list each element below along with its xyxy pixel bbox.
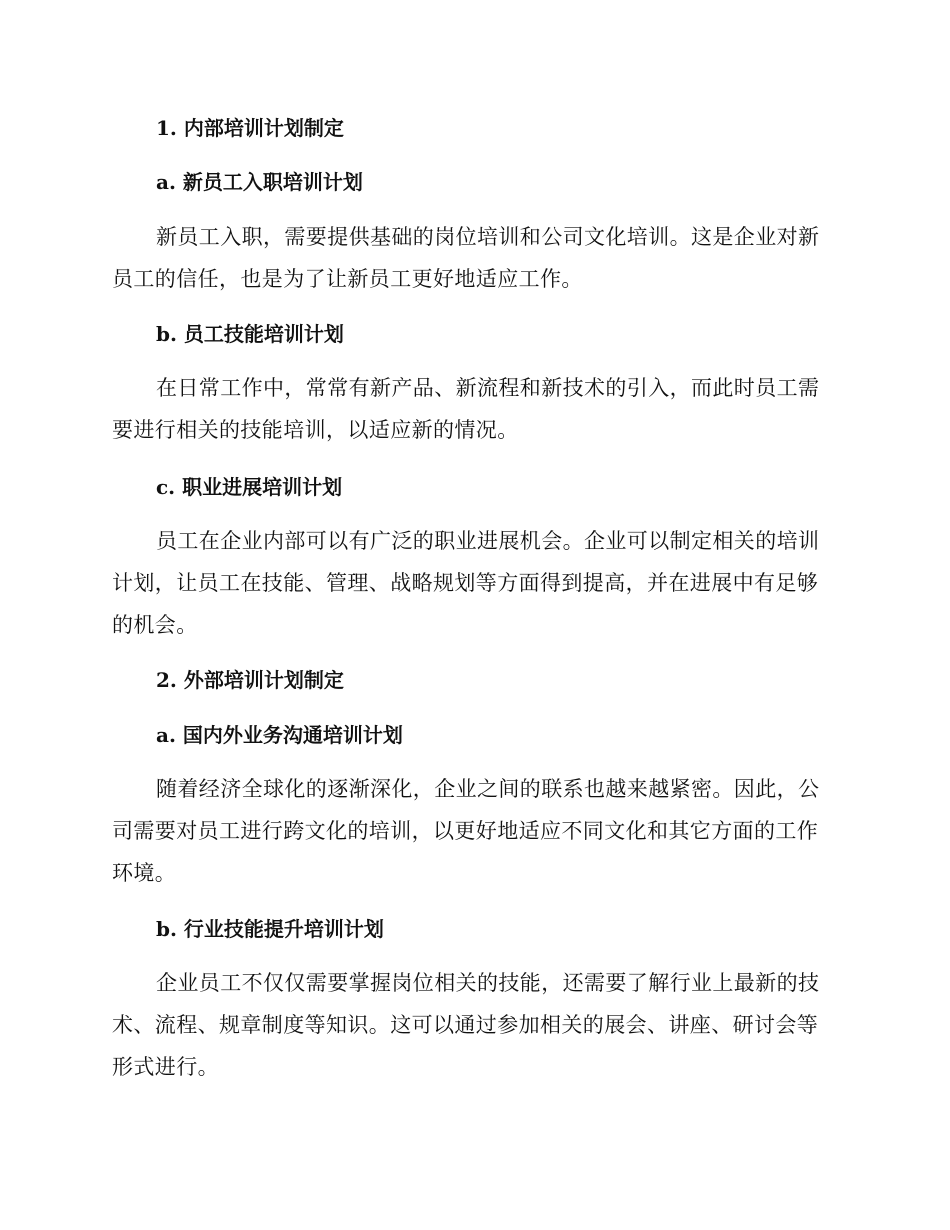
subsection-heading-employee-skills: b. 员工技能培训计划 xyxy=(156,322,344,346)
section-heading-internal-training: 1. 内部培训计划制定 xyxy=(156,116,344,140)
paragraph-business-communication: 随着经济全球化的逐渐深化，企业之间的联系也越来越紧密。因此，公司需要对员工进行跨文化的培训，以更好地适应不同文化和其它方面的工作环境。 xyxy=(112,777,820,885)
subsection-heading-industry-skills: b. 行业技能提升培训计划 xyxy=(156,917,384,941)
subsection-heading-career-development: c. 职业进展培训计划 xyxy=(156,475,343,499)
paragraph-industry-skills: 企业员工不仅仅需要掌握岗位相关的技能，还需要了解行业上最新的技术、流程、规章制度等知识。这可以通过参加相关的展会、讲座、研讨会等形式进行。 xyxy=(112,971,820,1079)
paragraph-employee-skills: 在日常工作中，常常有新产品、新流程和新技术的引入，而此时员工需要进行相关的技能培训，以适应新的情况。 xyxy=(112,376,820,442)
section-heading-external-training: 2. 外部培训计划制定 xyxy=(156,668,344,692)
paragraph-career-development: 员工在企业内部可以有广泛的职业进展机会。企业可以制定相关的培训计划，让员工在技能、管理、战略规划等方面得到提高，并在进展中有足够的机会。 xyxy=(112,529,820,637)
subsection-heading-business-communication: a. 国内外业务沟通培训计划 xyxy=(156,723,403,747)
paragraph-new-employee-onboarding: 新员工入职，需要提供基础的岗位培训和公司文化培训。这是企业对新员工的信任，也是为了让新员工更好地适应工作。 xyxy=(112,225,820,291)
subsection-heading-new-employee-onboarding: a. 新员工入职培训计划 xyxy=(156,170,363,194)
